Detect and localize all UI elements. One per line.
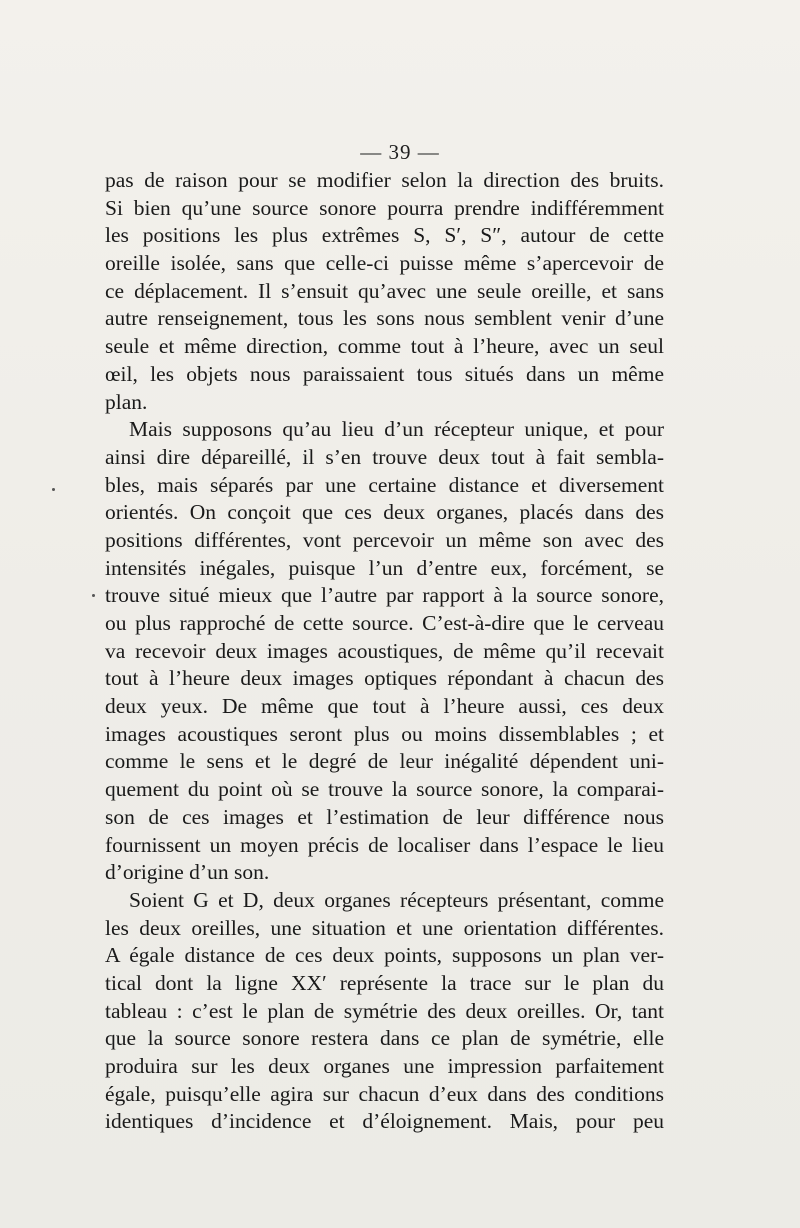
text-line: plan. — [105, 389, 148, 414]
text-line: trouve situé mieux que l’autre par rapport à la source sonore, — [105, 583, 664, 608]
text-line: les deux oreilles, une situation et une orientation différentes. — [105, 915, 664, 940]
text-line: tical dont la ligne XX′ représente la trace sur le plan du — [105, 970, 664, 995]
margin-dot — [92, 594, 95, 597]
text-line: ou plus rapproché de cette source. C’est-à-dire que le cerveau — [105, 611, 664, 635]
text-line: va recevoir deux images acoustiques, de même qu’il recevait — [105, 638, 664, 663]
margin-dot — [52, 488, 55, 491]
text-line: deux yeux. De même que tout à l’heure aussi, ces deux — [105, 694, 664, 719]
text-line: autre renseignement, tous les sons nous semblent venir d’une — [105, 306, 664, 331]
text-line: intensités inégales, puisque l’un d’entre eux, forcément, se — [105, 555, 664, 580]
text-line: A égale distance de ces deux points, supposons un plan ver- — [105, 943, 664, 968]
text-line: produira sur les deux organes une impression parfaitement — [105, 1054, 664, 1078]
text-line: d’origine d’un son. — [105, 860, 270, 885]
text-line: Mais supposons qu’au lieu d’un récepteur unique, et pour — [129, 417, 664, 442]
text-line: images acoustiques seront plus ou moins dissemblables ; et — [105, 721, 664, 746]
text-line: bles, mais séparés par une certaine distance et diversement — [105, 472, 664, 497]
text-line: tableau : c’est le plan de symétrie des deux oreilles. Or, tant — [105, 998, 664, 1023]
text-line: Si bien qu’une source sonore pourra prendre indifféremment — [105, 195, 664, 220]
text-line: fournissent un moyen précis de localiser dans l’espace le lieu — [105, 832, 664, 857]
text-line: ainsi dire dépareillé, il s’en trouve deux tout à fait sembla- — [105, 444, 664, 469]
text-line: que la source sonore restera dans ce plan de symétrie, elle — [105, 1026, 664, 1051]
text-line: œil, les objets nous paraissaient tous situés dans un même — [105, 361, 664, 386]
text-line: son de ces images et l’estimation de leur différence nous — [105, 804, 664, 829]
text-line: comme le sens et le degré de leur inégalité dépendent uni- — [105, 749, 664, 774]
text-line: Soient G et D, deux organes récepteurs présentant, comme — [129, 887, 664, 912]
text-line: seule et même direction, comme tout à l’heure, avec un seul — [105, 334, 664, 359]
text-line: quement du point où se trouve la source sonore, la comparai- — [105, 777, 664, 802]
text-line: égale, puisqu’elle agira sur chacun d’eux dans des conditions — [105, 1081, 664, 1106]
body-text — [105, 167, 664, 1136]
text-line: pas de raison pour se modifier selon la direction des bruits. — [105, 168, 664, 192]
text-line: orientés. On conçoit que ces deux organes, placés dans des — [105, 500, 664, 525]
text-line: identiques d’incidence et d’éloignement. Mais, pour peu — [105, 1109, 664, 1134]
text-line: oreille isolée, sans que celle-ci puisse même s’apercevoir de — [105, 251, 664, 276]
text-line: positions différentes, vont percevoir un même son avec des — [105, 527, 664, 552]
text-line: tout à l’heure deux images optiques répondant à chacun des — [105, 666, 664, 691]
text-line: les positions les plus extrêmes S, S′, S″, autour de cette — [105, 223, 664, 248]
text-line: ce déplacement. Il s’ensuit qu’avec une seule oreille, et sans — [105, 278, 664, 303]
page-number: — 39 — — [360, 140, 440, 164]
